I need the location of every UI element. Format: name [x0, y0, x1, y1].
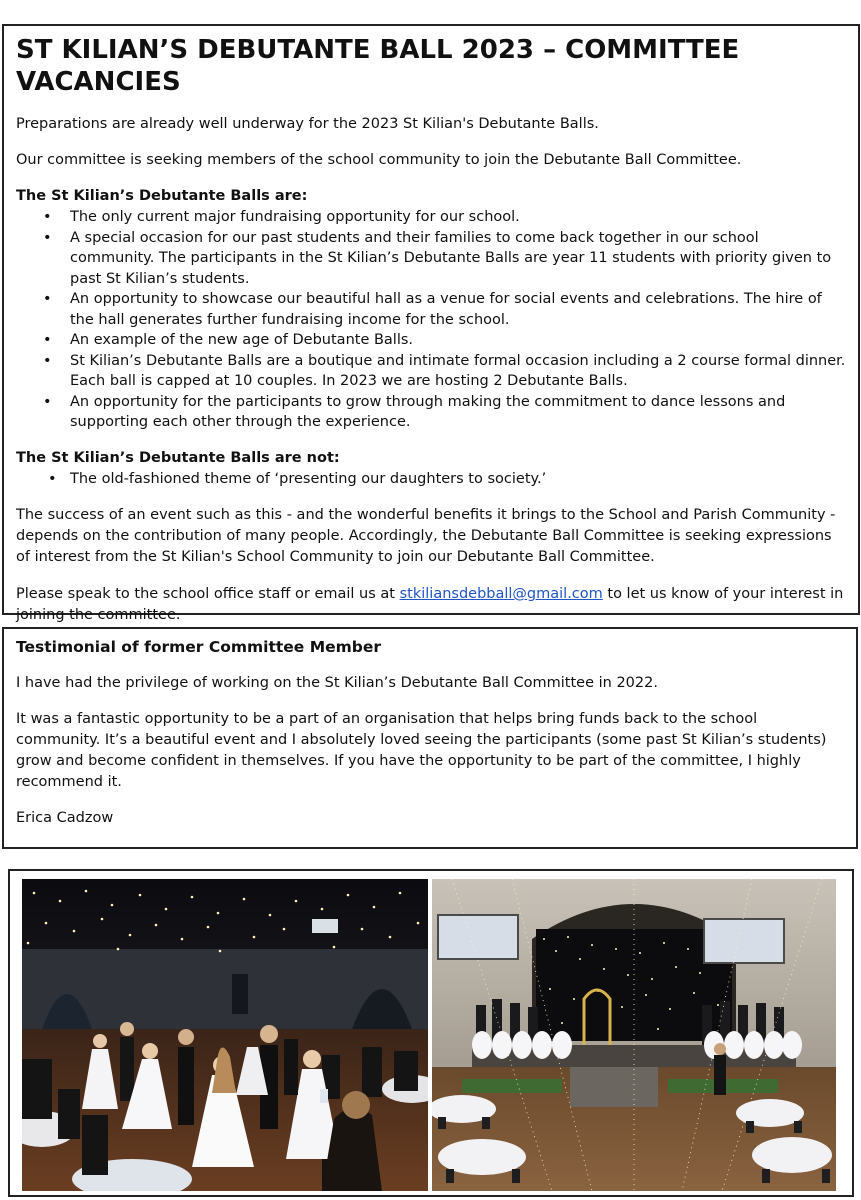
bullet-icon: •	[43, 352, 52, 369]
hall-stage-photo	[432, 879, 836, 1191]
email-link[interactable]: stkiliansdebball@gmail.com	[399, 586, 603, 602]
testimonial-heading: Testimonial of former Committee Member	[16, 638, 382, 656]
success-paragraph: The success of an event such as this - and the wonderful benefits it brings to the School and Parish Community - depends on the contribution of many people. Accordingly, the Debutante Ball Committee is seeking expressions of interest from the St Kilian's School Community to join our Debutante Ball Committee.	[16, 507, 836, 565]
testimonial-paragraph-1: I have had the privilege of working on the St Kilian’s Debutante Ball Committee in 2022.	[16, 675, 658, 691]
list-item: • An opportunity to showcase our beautiful hall as a venue for social events and celebrations. The hire of the hall generates further fundraising income for the school.	[43, 291, 822, 328]
bullet-icon: •	[43, 209, 52, 225]
list-item: • St Kilian’s Debutante Balls are a boutique and intimate formal occasion including a 2 course formal dinner. Each ball is capped at 10 couples. In 2023 we are hosting 2 Debutante Balls.	[43, 352, 846, 389]
contact-paragraph: Please speak to the school office staff or email us at stkiliansdebball@gmail.com to let us know of your interest in joining the committee.	[16, 586, 844, 623]
list-item: • A special occasion for our past students and their families to come back together in our school community. The participants in the St Kilian’s Debutante Balls are year 11 students with priority given to past St Kilian’s students.	[43, 229, 832, 287]
are-list	[16, 207, 846, 433]
page-title: ST KILIAN’S DEBUTANTE BALL 2023 – COMMITTEE VACANCIES	[16, 35, 740, 97]
list-item: • The old-fashioned theme of ‘presenting our daughters to society.’	[16, 469, 846, 490]
intro-paragraph-2: Our committee is seeking members of the school community to join the Debutante Ball Committee.	[16, 152, 742, 168]
bullet-icon: •	[43, 291, 52, 307]
testimonial-author: Erica Cadzow	[16, 810, 114, 826]
bullet-icon: •	[43, 393, 52, 410]
not-heading: The St Kilian’s Debutante Balls are not:	[16, 449, 340, 466]
testimonial-paragraph-2: It was a fantastic opportunity to be a part of an organisation that helps bring funds back to the school community. It’s a beautiful event and I absolutely loved seeing the participants (some past St Kilian’s students) grow and become confident in themselves. If you have the opportunity to be part of the committee, I highly recommend it.	[16, 711, 827, 790]
bullet-icon: •	[43, 229, 52, 246]
list-item: • An opportunity for the participants to grow through making the commitment to dance lessons and supporting each other through the experience.	[43, 393, 786, 430]
list-item: • The only current major fundraising opportunity for our school.	[16, 207, 846, 228]
are-heading: The St Kilian’s Debutante Balls are:	[16, 188, 308, 204]
bullet-icon: •	[48, 470, 57, 487]
vacancies-section	[2, 24, 860, 623]
testimonial-section	[2, 627, 858, 849]
list-item: • An example of the new age of Debutante Balls.	[16, 330, 846, 351]
intro-paragraph-1: Preparations are already well underway for the 2023 St Kilian's Debutante Balls.	[16, 116, 599, 132]
bullet-icon: •	[43, 332, 52, 348]
photos-section	[8, 869, 854, 1197]
not-list	[16, 469, 846, 490]
ballroom-dance-photo	[22, 879, 428, 1191]
